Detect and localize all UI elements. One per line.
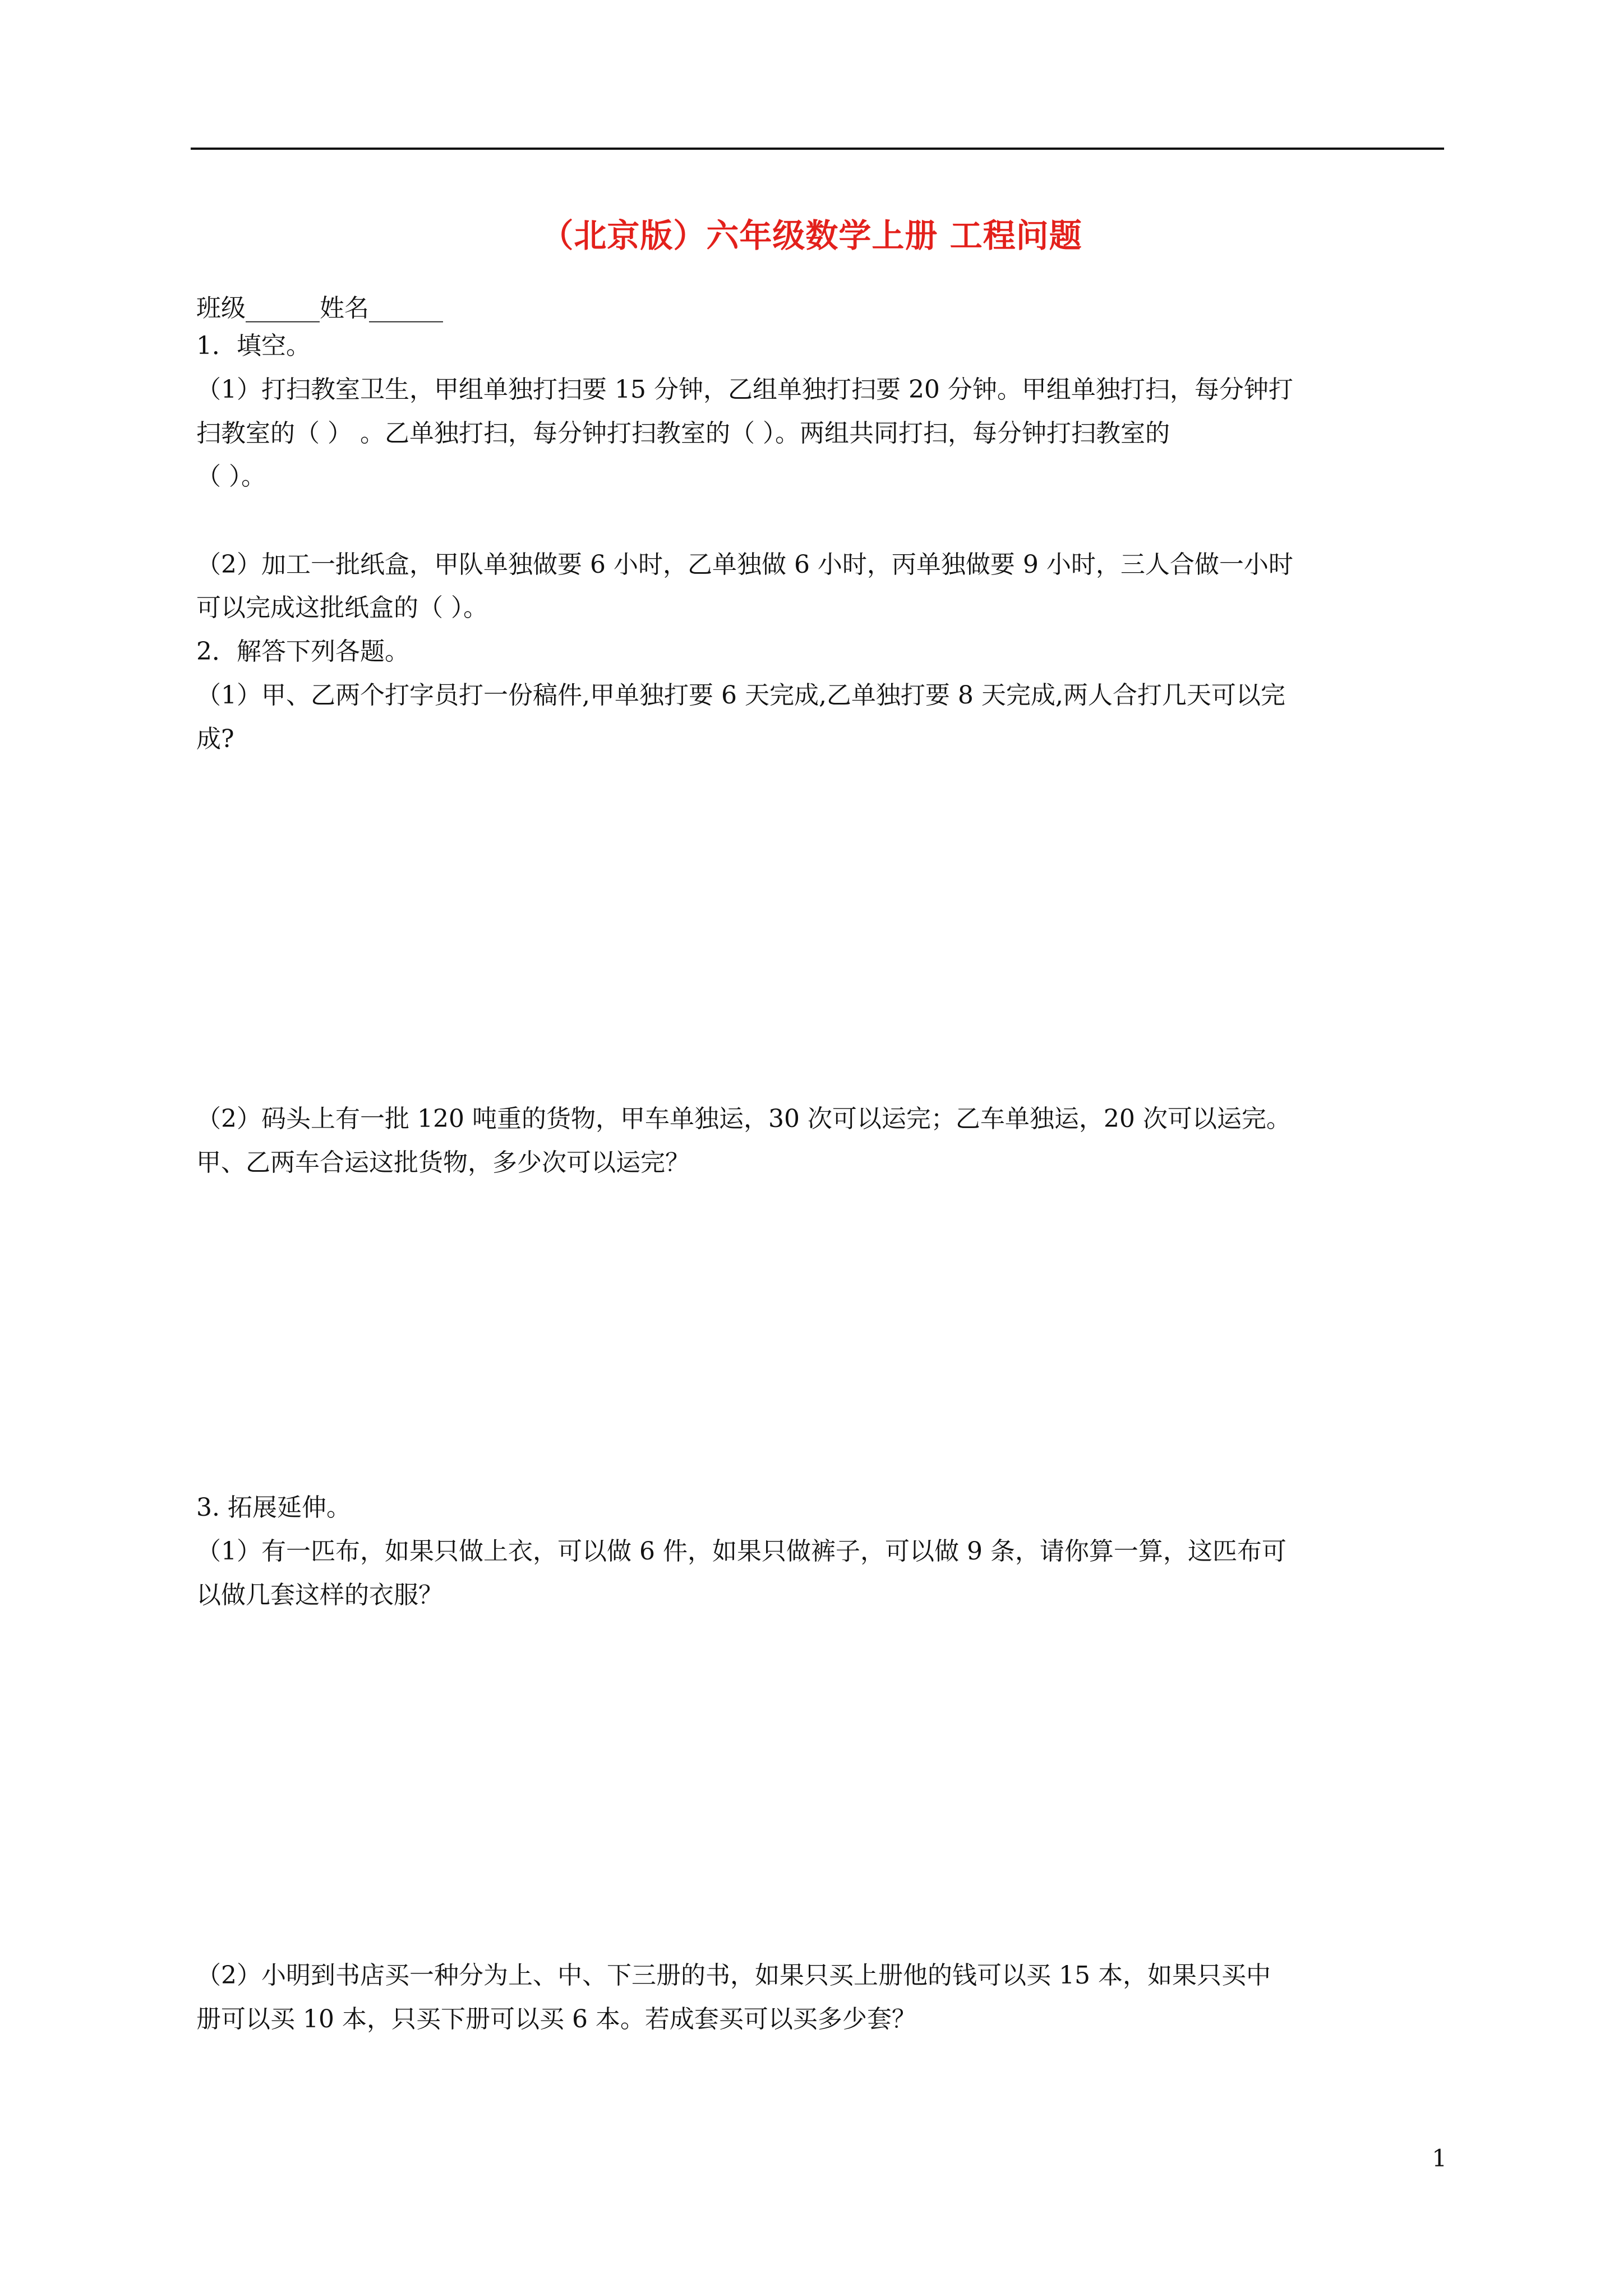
page-number: 1 (1432, 2145, 1447, 2172)
section-1-heading: 1．填空。 (196, 332, 311, 360)
worksheet-title: （北京版）六年级数学上册 工程问题 (541, 217, 1082, 255)
section-1-question-1-line-1: （1）打扫教室卫生，甲组单独打扫要 15 分钟，乙组单独打扫要 20 分钟。甲组单独打扫，每分钟打 (196, 375, 1293, 404)
section-1-question-1-line-2: 扫教室的（ ） 。乙单独打扫，每分钟打扫教室的（ ）。两组共同打扫，每分钟打扫教室的 (196, 419, 1170, 448)
section-3-question-2-line-2: 册可以买 10 本，只买下册可以买 6 本。若成套买可以买多少套？ (196, 2005, 916, 2033)
section-2-question-2-line-1: （2）码头上有一批 120 吨重的货物，甲车单独运，30 次可以运完；乙车单独运，20 次可以运完。 (196, 1105, 1291, 1133)
section-3-question-1-line-1: （1）有一匹布，如果只做上衣，可以做 6 件，如果只做裤子，可以做 9 条，请你算一算，这匹布可 (196, 1537, 1287, 1566)
header-rule (191, 148, 1444, 150)
section-2-question-1-line-1: （1）甲、乙两个打字员打一份稿件,甲单独打要 6 天完成,乙单独打要 8 天完成,两人合打几天可以完 (196, 681, 1285, 710)
section-2-question-2-line-2: 甲、乙两车合运这批货物，多少次可以运完？ (196, 1148, 690, 1177)
section-1-question-2-line-2: 可以完成这批纸盒的（ ）。 (196, 593, 488, 622)
section-3-heading: 3. 拓展延伸。 (196, 1493, 351, 1522)
section-1-question-2-line-1: （2）加工一批纸盒，甲队单独做要 6 小时，乙单独做 6 小时，丙单独做要 9 小时，三人合做一小时 (196, 550, 1293, 579)
section-2-heading: 2．解答下列各题。 (196, 637, 409, 666)
section-3-question-2-line-1: （2）小明到书店买一种分为上、中、下三册的书，如果只买上册他的钱可以买 15 本，如果只买中 (196, 1961, 1271, 1990)
class-name-line: 班级______姓名______ (196, 294, 443, 323)
section-2-question-1-line-2: 成? (196, 725, 234, 753)
section-3-question-1-line-2: 以做几套这样的衣服？ (196, 1581, 443, 1609)
section-1-question-1-line-3: （ ）。 (196, 462, 266, 491)
